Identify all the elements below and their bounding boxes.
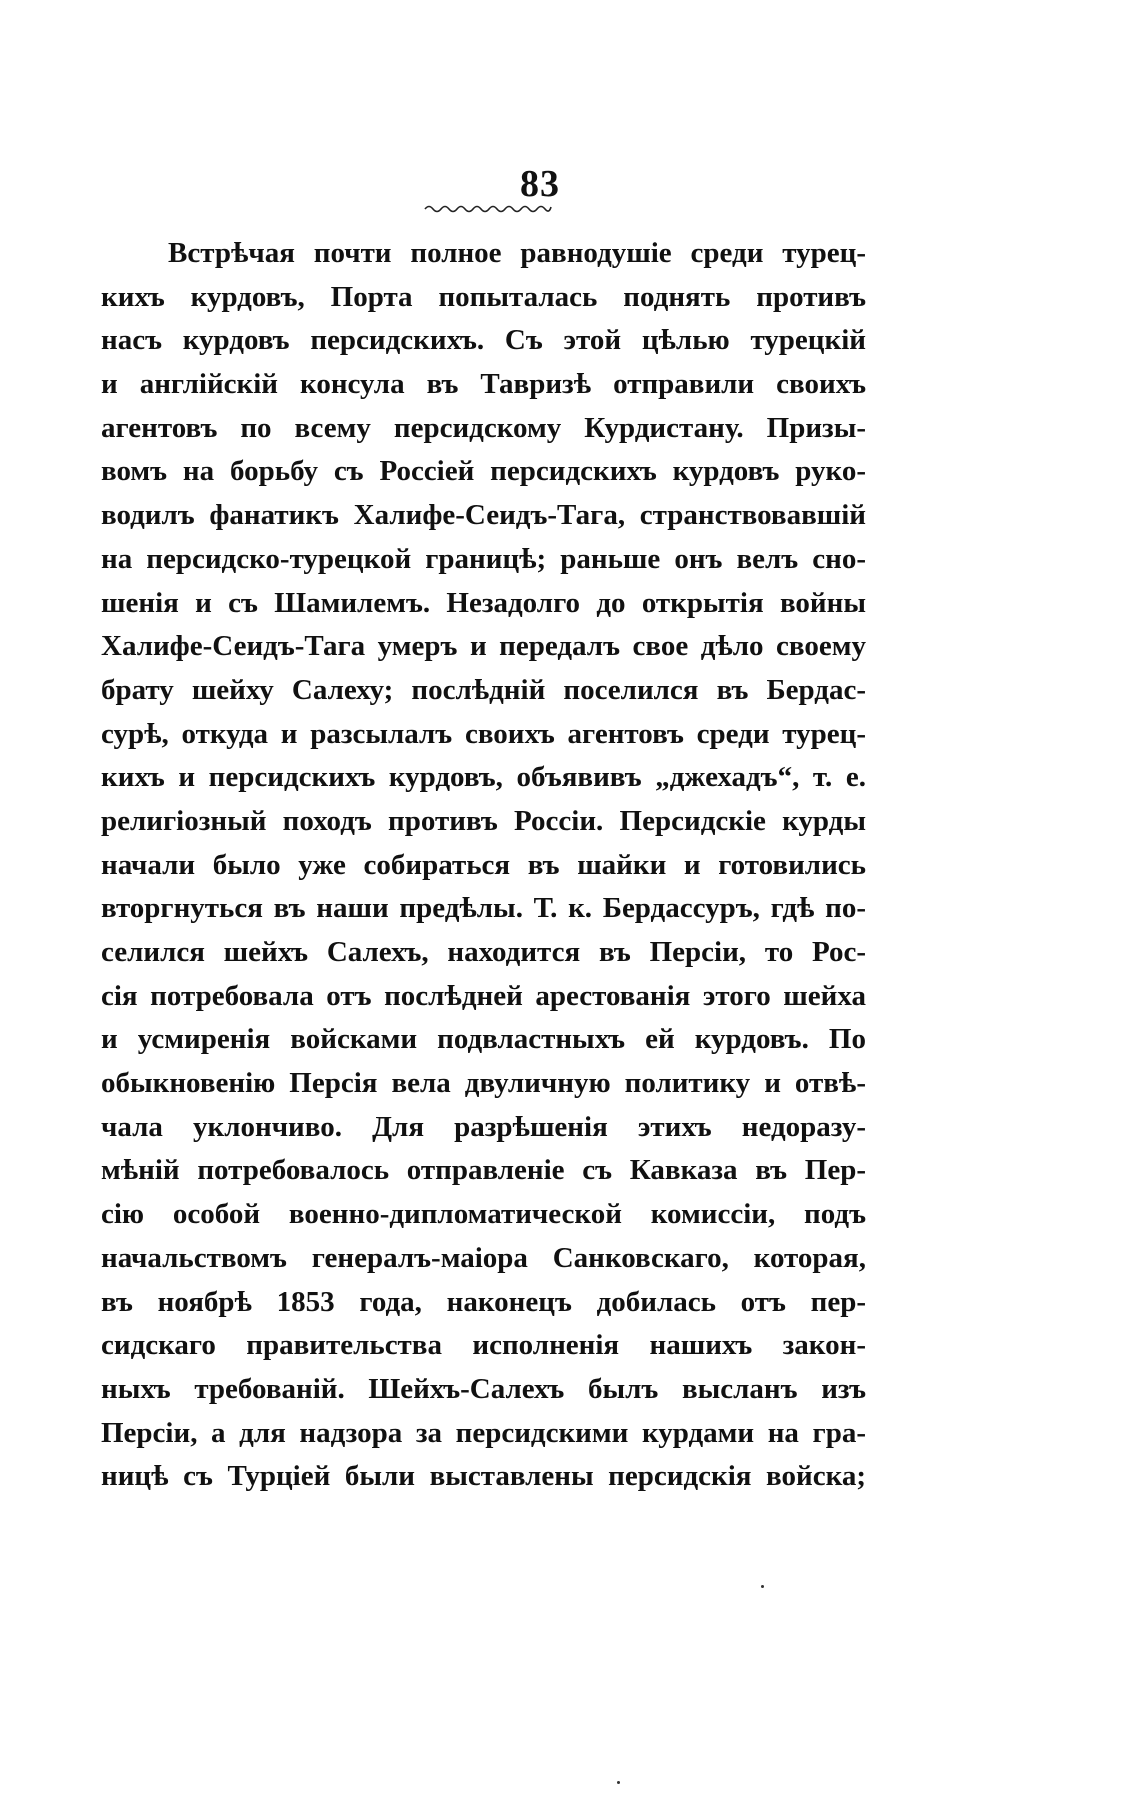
text-line: ныхъ требованій. Шейхъ-Салехъ былъ высланъ изъ (101, 1372, 866, 1405)
text-line: въ ноябрѣ 1853 года, наконецъ добилась отъ пер- (101, 1285, 866, 1318)
text-line: и усмиренія войсками подвластныхъ ей курдовъ. По (101, 1023, 866, 1056)
text-line: Встрѣчая почти полное равнодушіе среди турец- (168, 237, 866, 269)
text-line: вторгнуться въ наши предѣлы. Т. к. Бердассуръ, гдѣ по- (101, 892, 866, 925)
text-line: чала уклончиво. Для разрѣшенія этихъ недоразу- (101, 1110, 866, 1143)
text-line: сію особой военно-дипломатической комиссіи, подъ (101, 1198, 866, 1231)
text-line: на персидско-турецкой границѣ; раньше онъ велъ сно- (101, 542, 866, 575)
text-line: кихъ курдовъ, Порта попыталась поднять противъ (101, 280, 866, 313)
text-line: вомъ на борьбу съ Россіей персидскихъ курдовъ руко- (101, 455, 866, 488)
text-line: насъ курдовъ персидскихъ. Съ этой цѣлью турецкій (101, 324, 866, 357)
text-line: Халифе-Сеидъ-Тага умеръ и передалъ свое дѣло своему (101, 630, 866, 663)
text-line: шенія и съ Шамилемъ. Незадолго до открытія войны (101, 586, 866, 619)
page-number: 83 (520, 163, 560, 205)
text-line: сія потребовала отъ послѣдней арестованія этого шейха (101, 979, 866, 1012)
text-line: религіозный походъ противъ Россіи. Персидскіе курды (101, 804, 866, 837)
text-line: кихъ и персидскихъ курдовъ, объявивъ „джехадъ“, т. е. (101, 761, 866, 794)
text-line: водилъ фанатикъ Халифе-Сеидъ-Тага, странствовавшій (101, 499, 866, 532)
paper-speck (617, 1781, 620, 1784)
text-line: начали было уже собираться въ шайки и готовились (101, 848, 866, 881)
paper-speck (761, 1585, 764, 1588)
text-line: и англійскій консула въ Тавризѣ отправили своихъ (101, 368, 866, 401)
text-line: сурѣ, откуда и разсылалъ своихъ агентовъ среди турец- (101, 717, 866, 750)
text-line: Персіи, а для надзора за персидскими курдами на гра- (101, 1416, 866, 1449)
text-line: селился шейхъ Салехъ, находится въ Персіи, то Рос- (101, 936, 866, 968)
body-text (101, 232, 866, 1499)
text-line: брату шейху Салеху; послѣдній поселился въ Бердас- (101, 673, 866, 706)
text-line: агентовъ по всему персидскому Курдистану. Призы- (101, 411, 866, 444)
text-line: обыкновенію Персія вела двуличную политику и отвѣ- (101, 1067, 866, 1100)
ornament-rule (423, 203, 553, 215)
text-line: мѣній потребовалось отправленіе съ Кавказа въ Пер- (101, 1154, 866, 1187)
text-line: ницѣ съ Турціей были выставлены персидскія войска; (101, 1460, 866, 1493)
text-line: начальствомъ генералъ-маіора Санковскаго, которая, (101, 1241, 866, 1274)
text-line: сидскаго правительства исполненія нашихъ закон- (101, 1329, 866, 1362)
